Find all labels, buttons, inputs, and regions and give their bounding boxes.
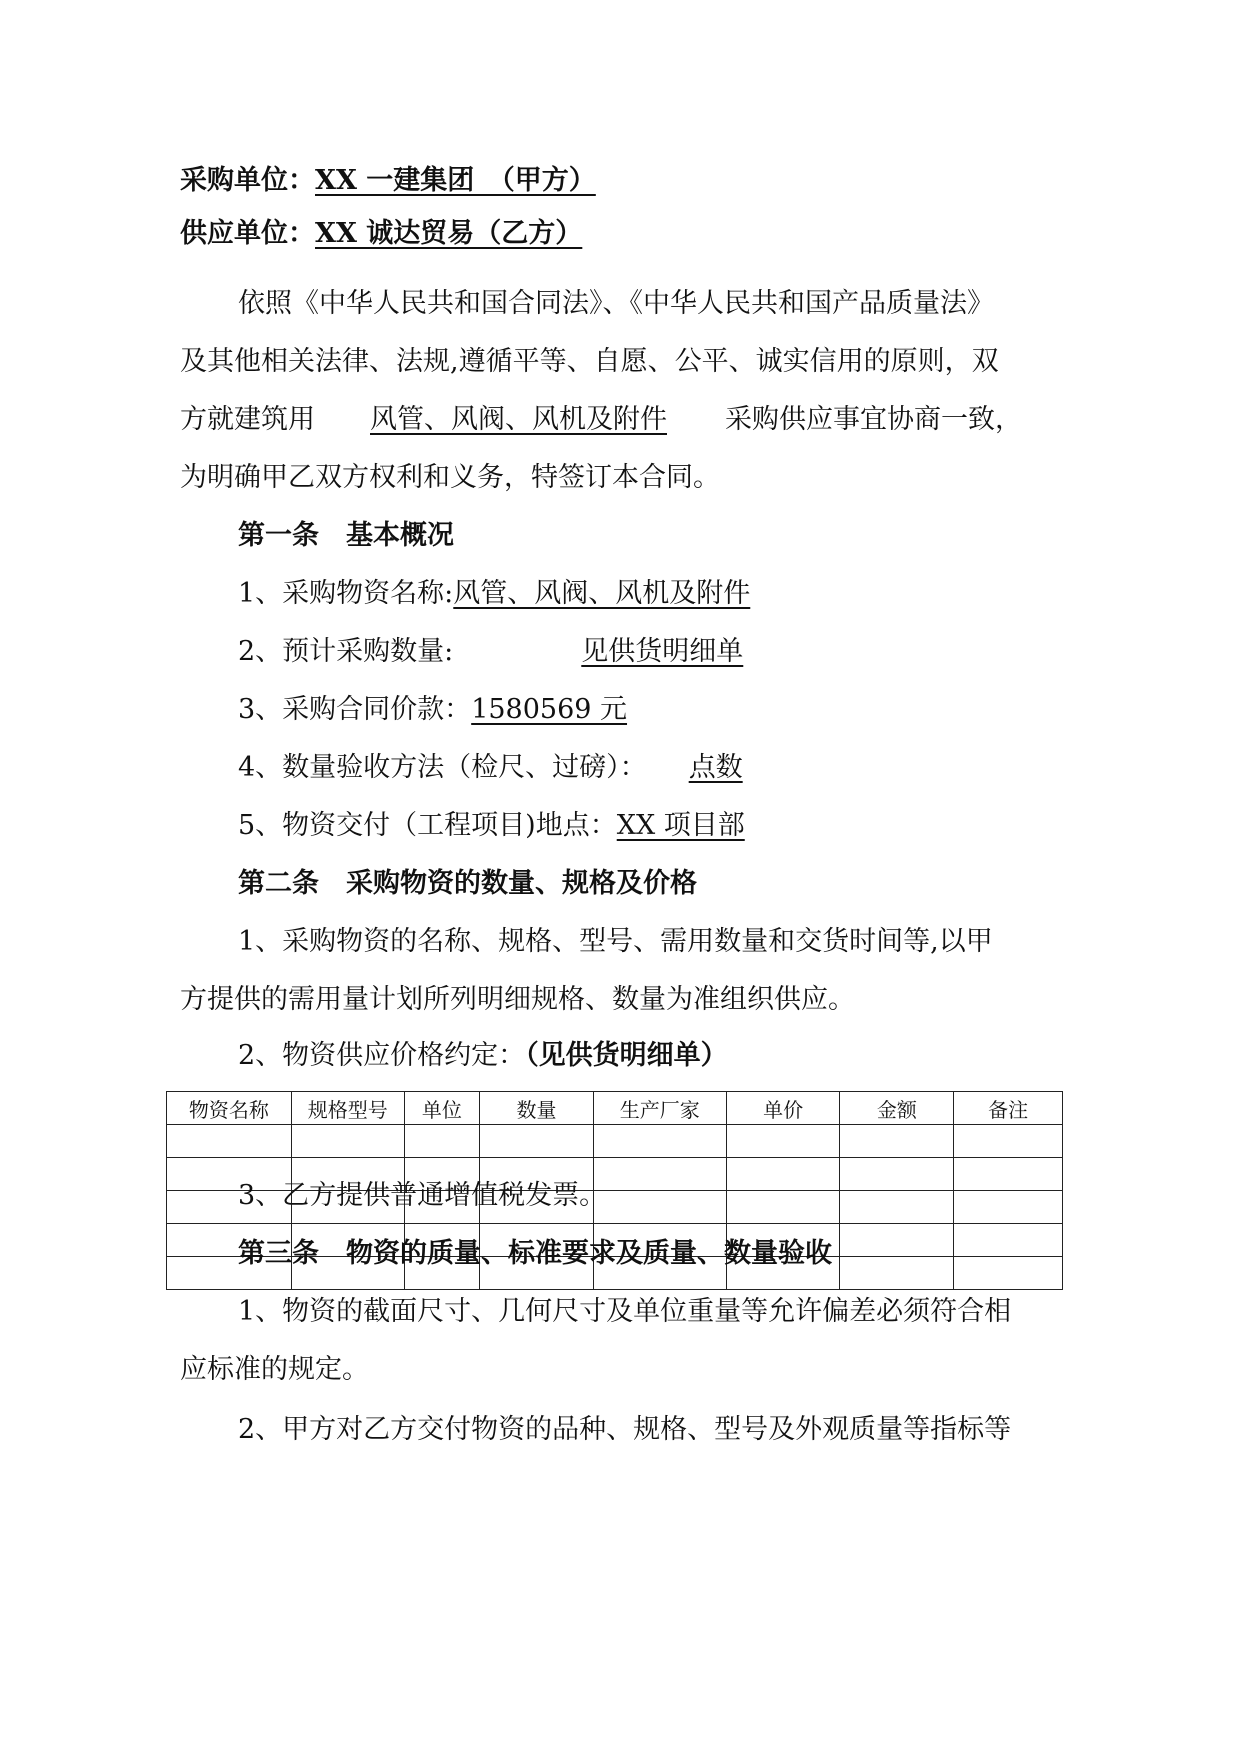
article2-p1-line2: 方提供的需用量计划所列明细规格、数量为准组织供应。: [180, 984, 855, 1015]
col-header-unit: 单位: [404, 1092, 480, 1125]
article1-item4: [0, 748, 1241, 788]
table-cell: [291, 1125, 404, 1158]
article2-p2-value: （见供货明细单）: [525, 1040, 728, 1071]
supplier-label: 供应单位：: [180, 218, 315, 249]
intro-material-blank: [315, 404, 725, 435]
intro-line-1: 依照《中华人民共和国合同法》、《中华人民共和国产品质量法》: [238, 288, 994, 319]
table-header-row: [167, 1092, 1063, 1125]
article1-item4-value: 点数: [688, 752, 743, 783]
table-row: [167, 1125, 1063, 1158]
article3-title: 第三条 物资的质量、标准要求及质量、数量验收: [238, 1238, 832, 1269]
table-cell: [726, 1125, 840, 1158]
article2-p3: 3、乙方提供普通增值税发票。: [238, 1180, 607, 1211]
article1-item5: [0, 806, 1241, 846]
table-cell: [404, 1125, 480, 1158]
article3-p2-line1: 2、甲方对乙方交付物资的品种、规格、型号及外观质量等指标等: [238, 1414, 1012, 1445]
article1-item3-value: 1580569 元: [471, 694, 628, 725]
supplier-value: XX 诚达贸易（乙方）: [315, 218, 583, 249]
col-header-amount: 金额: [840, 1092, 954, 1125]
col-header-remarks: 备注: [954, 1092, 1063, 1125]
supplier-line: [0, 214, 1241, 254]
table-cell: [593, 1125, 726, 1158]
table-cell: [840, 1125, 954, 1158]
intro-material-value: 风管、风阀、风机及附件: [370, 404, 667, 435]
intro-line-4: 为明确甲乙双方权利和义务，特签订本合同。: [180, 462, 720, 493]
article1-item5-value: XX 项目部: [616, 810, 745, 841]
article2-title: 第二条 采购物资的数量、规格及价格: [238, 868, 697, 899]
table-cell: [480, 1125, 594, 1158]
article1-item4-label: 4、数量验收方法（检尺、过磅）：: [238, 752, 647, 783]
intro-line-3: [0, 400, 1241, 440]
table-cell: [167, 1125, 292, 1158]
article1-item2-label: 2、预计采购数量:: [238, 636, 454, 667]
article1-item1-value: 风管、风阀、风机及附件: [453, 578, 751, 609]
buyer-value: XX 一建集团 （甲方）: [315, 165, 596, 196]
article1-item2-blank: [453, 636, 743, 667]
col-header-quantity: 数量: [480, 1092, 594, 1125]
article2-p2-label: 2、物资供应价格约定：: [238, 1040, 526, 1071]
article1-item2-value: 见供货明细单: [581, 636, 744, 667]
buyer-label: 采购单位：: [180, 165, 315, 196]
article1-item2: [0, 632, 1241, 672]
article2-p1-line1: 1、采购物资的名称、规格、型号、需用数量和交货时间等,以甲: [238, 926, 993, 957]
article1-item3: [0, 690, 1241, 730]
article1-item1: [0, 574, 1241, 614]
article3-p1-line1: 1、物资的截面尺寸、几何尺寸及单位重量等允许偏差必须符合相: [238, 1296, 1012, 1327]
article3-p1-line2: 应标准的规定。: [180, 1354, 369, 1385]
article1-item4-blank: [647, 752, 743, 783]
table-cell: [954, 1125, 1063, 1158]
buyer-line: [0, 161, 1241, 201]
col-header-spec: 规格型号: [291, 1092, 404, 1125]
article1-title: 第一条 基本概况: [238, 520, 454, 551]
article1-item5-label: 5、物资交付（工程项目)地点：: [238, 810, 617, 841]
col-header-manufacturer: 生产厂家: [593, 1092, 726, 1125]
article1-item3-label: 3、采购合同价款：: [238, 694, 472, 725]
intro-line-3-after: 采购供应事宜协商一致，: [725, 404, 1022, 435]
col-header-name: 物资名称: [167, 1092, 292, 1125]
article1-item1-label: 1、采购物资名称:: [238, 578, 454, 609]
intro-line-2: 及其他相关法律、法规,遵循平等、自愿、公平、诚实信用的原则，双: [180, 346, 999, 377]
intro-line-3-before: 方就建筑用: [180, 404, 315, 435]
col-header-unit-price: 单价: [726, 1092, 840, 1125]
article2-p2: [0, 1036, 1241, 1076]
